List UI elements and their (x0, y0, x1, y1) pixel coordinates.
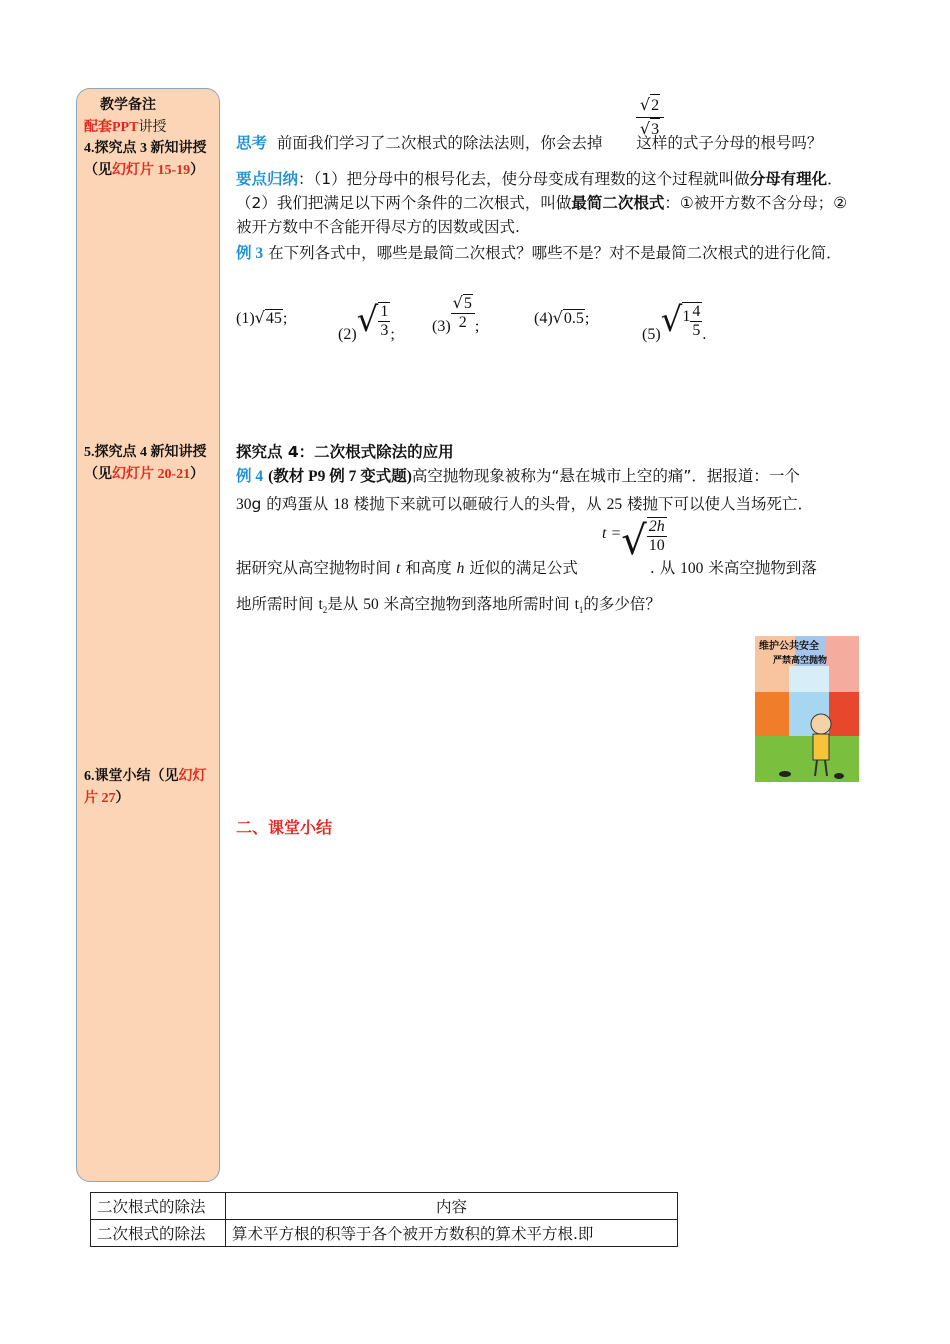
example-4-line-4: 地所需时间 $t_2$是从 50 米高空抛物到落地所需时间 $t_1$的多少倍？ (236, 595, 661, 616)
formula-den: 10 (648, 537, 665, 555)
table-row (91, 1193, 678, 1220)
key-points-term2: 最简二次根式 (571, 194, 665, 212)
example-3-text: 在下列各式中，哪些是最简二次根式？哪些不是？对不是最简二次根式的进行化简． (268, 244, 842, 262)
key-points-term1: 分母有理化 (749, 170, 828, 188)
key-points-p3: ：①被开方数不含分母；②被开方数中不含能开得尽方的因数或因式. (236, 194, 848, 236)
table-cell: 算术平方根的积等于各个被开方数积的算术平方根.即 (226, 1220, 678, 1247)
think-fraction: √2 √3 (636, 94, 664, 141)
key-points-label: 要点归纳 (236, 170, 299, 188)
sidebar-item-5-slides: 幻灯片 20-21 (112, 467, 191, 482)
example-4-line-2: 30g 的鸡蛋从 18 楼抛下来就可以砸破行人的头骨，从 25 楼抛下可以使人当场死亡． (236, 495, 814, 513)
table-header-cell: 二次根式的除法 (91, 1193, 226, 1220)
example-3-expressions (236, 294, 856, 348)
ppt-suffix: 讲授 (138, 119, 167, 135)
formula-lhs: t = (602, 525, 622, 542)
example-4-text-1: 高空抛物现象被称为“悬在城市上空的痛”．据报道：一个 (411, 467, 800, 485)
summary-heading: 二、课堂小结 (236, 818, 333, 837)
think-line (236, 131, 822, 155)
section-4-title: 探究点 4：二次根式除法的应用 (236, 443, 454, 461)
table-cell: 二次根式的除法 (91, 1220, 226, 1247)
expr-5: (5)√1 $\frac{4}{5}$ . (642, 300, 707, 343)
sidebar-item-6 (84, 766, 216, 810)
key-points-p1: ：（1）把分母中的根号化去，使分母变成有理数的这个过程就叫做 (298, 170, 750, 188)
sidebar-title: 教学备注 (100, 97, 156, 113)
sidebar-item-5 (84, 442, 216, 486)
example-4-line-1 (236, 464, 800, 489)
sidebar-item-5-label: 5.探究点 4 新知讲授 (84, 445, 207, 460)
sidebar-item-6-slides: 幻灯片 27 (84, 769, 207, 806)
ppt-label: 配套PPT (84, 120, 139, 135)
think-text-before: 前面我们学习了二次根式的除法法则，你会去掉 (276, 134, 603, 152)
fall-time-formula: t =√ $\frac{2h}{10}$ (602, 518, 665, 564)
sidebar-item-6-close: ） (115, 791, 130, 806)
sidebar-ppt-note (84, 116, 216, 139)
think-text-after: 这样的式子分母的根号吗？ (636, 134, 823, 152)
expr-2: (2)√ $\frac{1}{3}$ ; (338, 300, 395, 343)
think-frac-num: 2 (650, 94, 660, 117)
example-3 (236, 241, 860, 266)
sidebar-item-4-slides: 幻灯片 15-19 (112, 163, 191, 178)
sidebar-item-4-open: （见 (84, 163, 112, 178)
sidebar-item-4-label: 4.探究点 3 新知讲授 (84, 141, 207, 156)
expr-3: (3) $\frac{√5}{2}$ ; (432, 293, 480, 335)
poster-caption-2: 严禁高空抛物 (773, 656, 828, 666)
example-3-label: 例 3 (236, 245, 264, 262)
expr-4: (4)√0.5; (534, 308, 590, 327)
sidebar-item-6-label: 6.课堂小结（见 (84, 769, 179, 784)
sidebar-item-5-close: ） (190, 467, 205, 482)
example-4-source: (教材 P9 例 7 变式题) (268, 468, 412, 485)
sidebar-item-4-close: ） (190, 163, 205, 178)
safety-poster-image (755, 636, 859, 782)
example-4-label: 例 4 (236, 468, 264, 485)
summary-table (90, 1192, 678, 1247)
think-frac-den: 3 (650, 118, 660, 141)
formula-num: 2h (648, 518, 665, 536)
sidebar-item-4 (84, 138, 216, 182)
key-points (236, 167, 860, 239)
example-4-line-3: 据研究从高空抛物时间 t 和高度 h 近似的满足公式 . 从 100 米高空抛物到落 (236, 559, 817, 577)
poster-caption-1: 维护公共安全 (759, 641, 819, 652)
think-label: 思考 (236, 134, 268, 152)
table-row (91, 1220, 678, 1247)
table-header-cell: 内容 (226, 1193, 678, 1220)
teaching-notes-panel (76, 88, 220, 1182)
expr-1: (1)√45; (236, 308, 288, 327)
key-points-p2: ．（2）我们把满足以下两个条件的二次根式，叫做 (236, 170, 843, 212)
sidebar-item-5-open: （见 (84, 467, 112, 482)
